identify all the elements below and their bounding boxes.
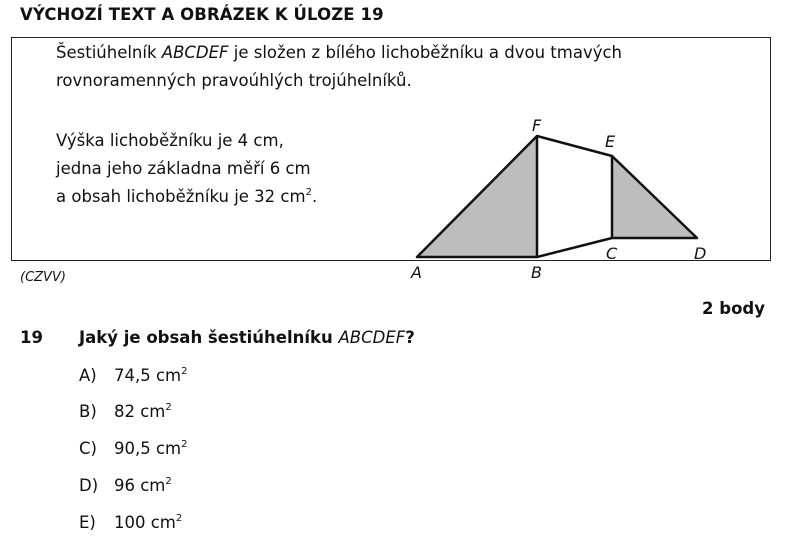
option-letter: B)	[79, 402, 97, 421]
hexagon-name: ABCDEF	[161, 43, 229, 62]
option-letter: C)	[79, 439, 97, 458]
edge-bc	[537, 238, 612, 257]
question-text-part: Jaký je obsah šestiúhelníku	[79, 328, 339, 347]
vertex-label-f: F	[532, 116, 542, 135]
intro-text: je složen z bílého lichoběžníku a dvou tmavých	[228, 43, 623, 62]
source-credit: (CZVV)	[20, 270, 66, 285]
intro-line-4: jedna jeho základna měří 6 cm	[56, 159, 311, 178]
points-value: 2 body	[702, 299, 765, 318]
vertex-label-b: B	[531, 263, 542, 282]
hexagon-name: ABCDEF	[338, 328, 406, 347]
hexagon-figure	[407, 78, 737, 283]
intro-text: .	[311, 187, 318, 206]
superscript: 2	[165, 402, 172, 413]
option-value: 74,5 cm	[114, 366, 182, 385]
option-value: 82 cm	[114, 402, 166, 421]
vertex-label-d: D	[694, 244, 707, 263]
answer-option-d[interactable]	[79, 476, 172, 495]
intro-line-3: Výška lichoběžníku je 4 cm,	[56, 131, 284, 150]
question-text-part: ?	[405, 328, 415, 347]
edge-fe	[537, 136, 612, 156]
vertex-label-a: A	[411, 263, 422, 282]
intro-line-1	[56, 43, 622, 62]
superscript: 2	[305, 187, 312, 198]
superscript: 2	[175, 513, 183, 524]
intro-line-5	[56, 187, 317, 206]
option-letter: E)	[79, 513, 96, 532]
option-value: 100 cm	[114, 513, 176, 532]
intro-text: a obsah lichoběžníku je 32 cm	[56, 187, 306, 206]
vertex-label-e: E	[605, 132, 616, 151]
option-letter: D)	[79, 476, 99, 495]
option-value: 90,5 cm	[114, 439, 182, 458]
superscript: 2	[165, 476, 172, 487]
answer-option-c[interactable]	[79, 439, 188, 458]
vertex-label-c: C	[606, 244, 618, 263]
answer-option-a[interactable]	[79, 366, 188, 385]
intro-text: Šestiúhelník	[56, 43, 162, 62]
left-shaded-triangle	[417, 136, 537, 257]
answer-option-e[interactable]	[79, 513, 182, 532]
answer-option-b[interactable]	[79, 402, 172, 421]
page-heading: VÝCHOZÍ TEXT A OBRÁZEK K ÚLOZE 19	[20, 5, 384, 24]
option-value: 96 cm	[114, 476, 166, 495]
superscript: 2	[181, 366, 188, 377]
intro-line-2: rovnoramenných pravoúhlých trojúhelníků.	[56, 71, 412, 90]
question-text	[79, 328, 415, 347]
superscript: 2	[181, 439, 188, 450]
option-letter: A)	[79, 366, 97, 385]
question-number: 19	[20, 328, 43, 347]
right-shaded-triangle	[612, 156, 697, 238]
